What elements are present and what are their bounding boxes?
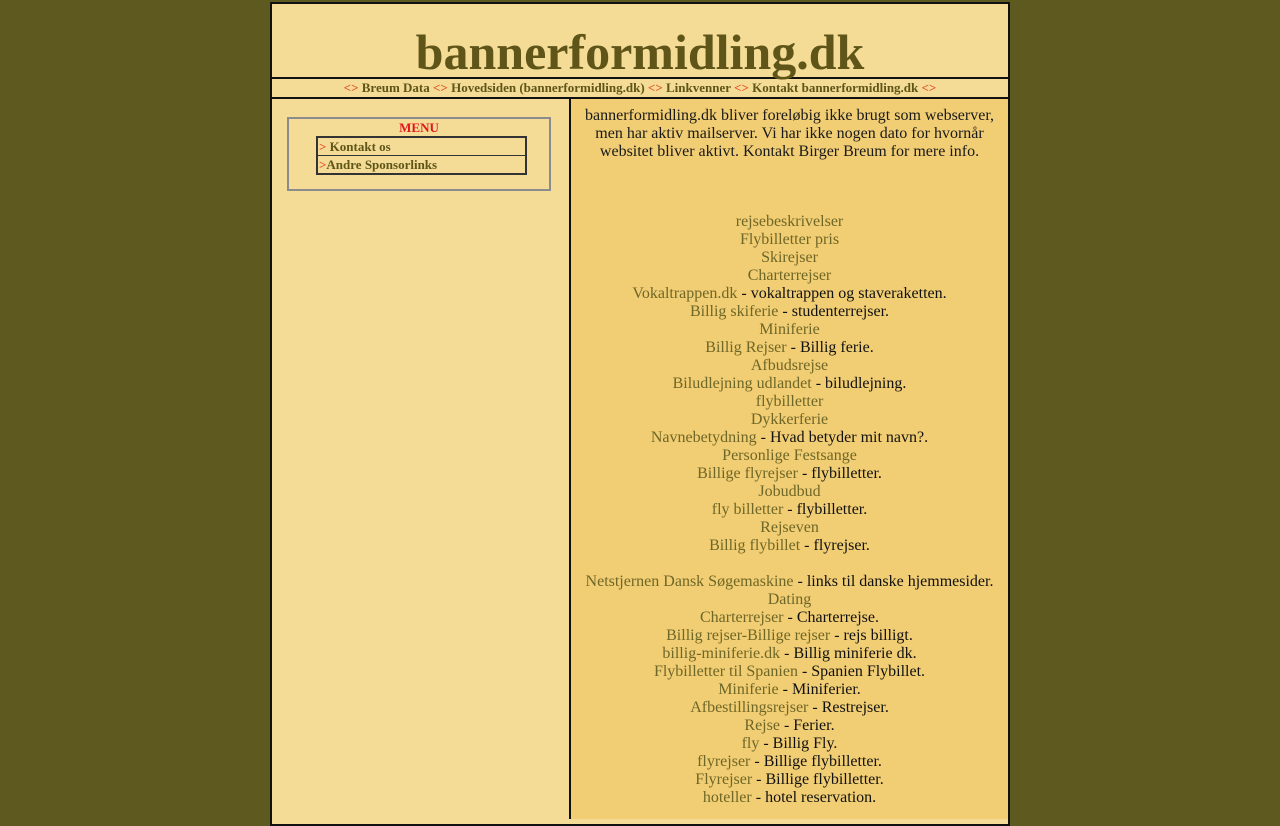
link-row [571, 735, 1008, 753]
link-description: - Restrejser. [808, 699, 889, 716]
sponsor-link[interactable]: Navnebetydning [650, 429, 757, 446]
link-description: - Ferier. [779, 717, 835, 734]
link-row [571, 609, 1008, 627]
link-description: - flybilletter. [797, 465, 882, 482]
link-row [571, 483, 1008, 501]
nav-separator: <> [734, 80, 749, 95]
sponsor-link[interactable]: Flyrejser [695, 771, 753, 788]
sponsor-link[interactable]: Dykkerferie [750, 411, 829, 428]
link-list-1 [571, 213, 1008, 555]
sponsor-link[interactable]: billig-miniferie.dk [662, 645, 781, 662]
sponsor-link[interactable]: Billige flyrejser [697, 465, 798, 482]
link-row [571, 393, 1008, 411]
link-row [571, 717, 1008, 735]
sponsor-link[interactable]: Flybilletter pris [739, 231, 840, 248]
link-description: - flyrejser. [800, 537, 870, 554]
link-description: - Hvad betyder mit navn?. [756, 429, 929, 446]
link-description: - Billige flybilletter. [750, 753, 882, 770]
link-row [571, 267, 1008, 285]
sponsor-link[interactable]: Afbestillingsrejser [690, 699, 809, 716]
link-row [571, 339, 1008, 357]
sponsor-link[interactable]: fly billetter [711, 501, 784, 518]
link-row [571, 447, 1008, 465]
link-description: - studenterrejser. [778, 303, 890, 320]
sponsor-link[interactable]: fly [741, 735, 760, 752]
link-description: - Miniferier. [778, 681, 861, 698]
sponsor-link[interactable]: Billig Rejser [705, 339, 787, 356]
link-row [571, 699, 1008, 717]
nav-link-hovedsiden[interactable]: Hovedsiden (bannerformidling.dk) [451, 80, 645, 95]
menu-list [316, 136, 527, 175]
sponsor-link[interactable]: Netstjernen Dansk Søgemaskine [585, 573, 794, 590]
sponsor-link[interactable]: Rejse [744, 717, 780, 734]
sponsor-link[interactable]: Vokaltrappen.dk [632, 285, 738, 302]
link-description: - Billig Fly. [759, 735, 838, 752]
menu-item-kontakt-os[interactable] [318, 138, 525, 155]
menu-item-andre-sponsorlinks[interactable] [318, 155, 525, 173]
link-row [571, 321, 1008, 339]
link-row [571, 303, 1008, 321]
sponsor-link[interactable]: Biludlejning udlandet [672, 375, 812, 392]
sponsor-link[interactable]: Billig rejser-Billige rejser [666, 627, 831, 644]
link-description: - flybilletter. [783, 501, 868, 518]
content-columns [272, 99, 1008, 819]
sponsor-link[interactable]: flybilletter [755, 393, 824, 410]
menu-box [287, 117, 551, 191]
link-description: - vokaltrappen og staveraketten. [737, 285, 947, 302]
left-sidebar [272, 99, 571, 819]
link-description: - links til danske hjemmesider. [793, 573, 994, 590]
link-description: - Billige flybilletter. [752, 771, 884, 788]
link-description: - biludlejning. [811, 375, 907, 392]
sponsor-link[interactable]: Jobudbud [758, 483, 821, 500]
sponsor-link[interactable]: Miniferie [759, 321, 820, 338]
site-header [272, 4, 1008, 79]
link-row [571, 231, 1008, 249]
link-row [571, 357, 1008, 375]
link-row [571, 663, 1008, 681]
sponsor-link[interactable]: Billig flybillet [709, 537, 801, 554]
site-title: bannerformidling.dk [415, 24, 865, 80]
link-description: - Charterrejse. [783, 609, 880, 626]
sponsor-link[interactable]: Afbudsrejse [750, 357, 829, 374]
intro-text: bannerformidling.dk bliver foreløbig ikke brugt som webserver, men har aktiv mailserver. Vi har ikke nogen dato for hvornår websitet bliver aktivt. Kontakt Birger Breum for mere info. [584, 107, 995, 160]
link-list-spacer [571, 555, 1008, 573]
sponsor-link[interactable]: Dating [767, 591, 812, 608]
menu-item-label: Andre Sponsorlinks [326, 157, 438, 172]
link-row [571, 573, 1008, 591]
nav-separator: <> [433, 80, 448, 95]
menu-arrow-icon: > [319, 157, 327, 172]
page-frame [270, 2, 1010, 826]
sponsor-link[interactable]: rejsebeskrivelser [735, 213, 844, 230]
link-description: - rejs billigt. [830, 627, 913, 644]
link-row [571, 249, 1008, 267]
link-row [571, 501, 1008, 519]
sponsor-link[interactable]: Flybilletter til Spanien [653, 663, 798, 680]
link-row [571, 537, 1008, 555]
link-description: - Spanien Flybillet. [797, 663, 926, 680]
link-description: - Billig ferie. [786, 339, 874, 356]
link-row [571, 429, 1008, 447]
link-description: - hotel reservation. [751, 789, 877, 806]
link-row [571, 627, 1008, 645]
nav-separator: <> [647, 80, 663, 95]
nav-separator: <> [343, 80, 359, 95]
sponsor-link[interactable]: Rejseven [760, 519, 819, 536]
link-row [571, 789, 1008, 807]
sponsor-link[interactable]: Miniferie [718, 681, 779, 698]
link-row [571, 591, 1008, 609]
sponsor-links [571, 213, 1008, 807]
link-row [571, 285, 1008, 303]
nav-link-kontakt[interactable]: Kontakt bannerformidling.dk [752, 80, 919, 95]
sponsor-link[interactable]: flyrejser [697, 753, 751, 770]
sponsor-link[interactable]: hoteller [702, 789, 752, 806]
link-row [571, 645, 1008, 663]
nav-link-linkvenner[interactable]: Linkvenner [666, 80, 731, 95]
link-row [571, 465, 1008, 483]
link-row [571, 519, 1008, 537]
main-content [571, 99, 1008, 819]
sponsor-link[interactable]: Billig skiferie [689, 303, 779, 320]
menu-arrow-icon: > [319, 139, 330, 154]
menu-item-label: Kontakt os [329, 139, 391, 154]
link-row [571, 213, 1008, 231]
link-row [571, 375, 1008, 393]
sponsor-link[interactable]: Charterrejser [699, 609, 784, 626]
nav-separator: <> [921, 80, 937, 95]
link-row [571, 771, 1008, 789]
sponsor-link[interactable]: Charterrejser [747, 267, 832, 284]
menu-title: MENU [399, 120, 439, 135]
link-list-2 [571, 573, 1008, 807]
top-navigation [272, 79, 1008, 99]
sponsor-link[interactable]: Personlige Festsange [722, 447, 857, 464]
link-description: - Billig miniferie dk. [780, 645, 917, 662]
nav-link-breum-data[interactable]: Breum Data [361, 80, 430, 95]
sponsor-link[interactable]: Skirejser [761, 249, 818, 266]
link-row [571, 411, 1008, 429]
link-row [571, 753, 1008, 771]
link-row [571, 681, 1008, 699]
